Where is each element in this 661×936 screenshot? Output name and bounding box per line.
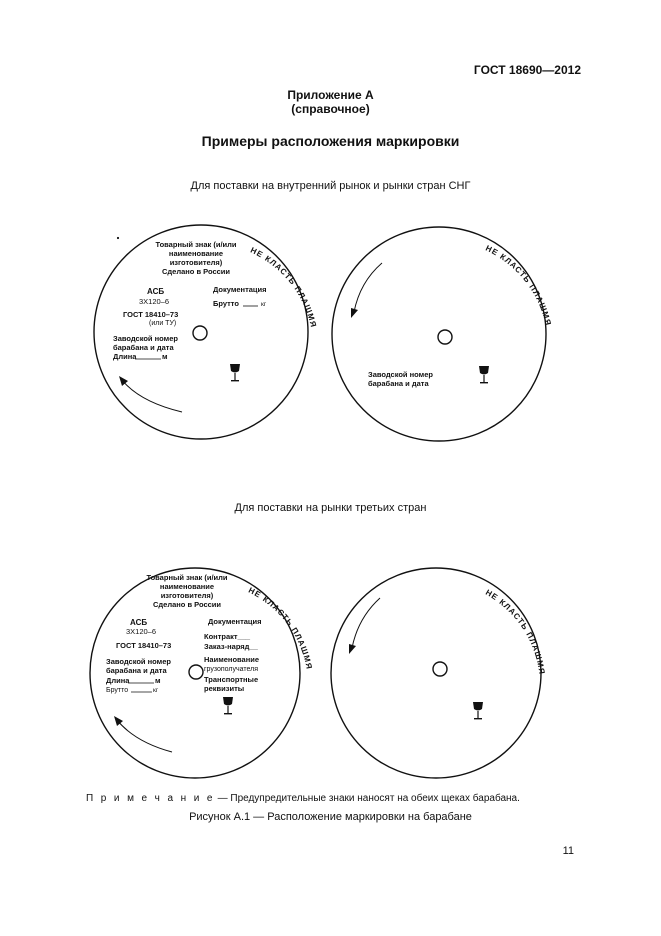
- serial-line: Заводской номер: [368, 370, 433, 379]
- trademark-line: изготовителя): [169, 258, 223, 267]
- fragile-glass-icon: [230, 364, 240, 381]
- rotation-arrow-icon: [117, 720, 172, 752]
- trademark-line: наименование: [159, 582, 215, 591]
- rotation-arrow-icon: [122, 380, 182, 412]
- serial-line: Заводской номер: [106, 657, 171, 666]
- page-number: 11: [562, 845, 574, 857]
- serial-line: барабана и дата: [368, 379, 429, 388]
- note: [86, 793, 520, 804]
- drum-domestic-back: [332, 227, 553, 441]
- svg-text:НЕ КЛАСТЬ ПЛАШМЯ: [484, 588, 546, 676]
- trademark-line: наименование: [168, 249, 224, 258]
- domestic-section-caption: Для поставки на внутренний рынок и рынки стран СНГ: [190, 180, 471, 192]
- warning-text: НЕ КЛАСТЬ ПЛАШМЯ: [483, 587, 547, 676]
- drum-axle-hole: [189, 665, 203, 679]
- cable-brand: АСБ: [147, 287, 165, 296]
- annex-subtitle: (справочное): [291, 102, 370, 116]
- documentation-label: Документация: [213, 285, 267, 294]
- note-text: — Предупредительные знаки наносят на обеих щеках барабана.: [214, 793, 520, 804]
- length-label: Длина: [106, 676, 130, 685]
- figure-heading: Примеры расположения маркировки: [201, 133, 460, 149]
- length-unit: м: [155, 676, 161, 685]
- gost-reference: ГОСТ 18410–73: [123, 310, 179, 319]
- drum-axle-hole: [438, 330, 452, 344]
- export-section-caption: Для поставки на рынки третьих стран: [234, 502, 427, 514]
- fragile-glass-icon: [479, 366, 489, 383]
- gross-unit: кг: [153, 687, 159, 694]
- gross-label: Брутто: [213, 299, 239, 308]
- drum-export-front: [90, 568, 314, 778]
- serial-line: барабана и дата: [106, 666, 167, 675]
- cable-size: 3Х120–6: [126, 627, 157, 636]
- consignee-label: грузополучателя: [204, 666, 259, 673]
- drum-axle-hole: [193, 326, 207, 340]
- annex-title: Приложение А: [287, 88, 374, 102]
- trademark-line: Сделано в России: [152, 600, 222, 609]
- drum-outline: [331, 568, 541, 778]
- serial-line: барабана и дата: [113, 343, 174, 352]
- gross-label: Брутто: [106, 687, 129, 694]
- cable-size: 3Х120–6: [139, 297, 170, 306]
- standard-number: ГОСТ 18690—2012: [473, 63, 581, 77]
- warning-text: НЕ КЛАСТЬ ПЛАШМЯ: [247, 585, 314, 671]
- warning-text: НЕ КЛАСТЬ ПЛАШМЯ: [249, 245, 319, 329]
- or-tu-label: (или ТУ): [149, 320, 177, 327]
- gross-unit: кг: [261, 301, 267, 308]
- gost-reference: ГОСТ 18410–73: [116, 641, 172, 650]
- serial-line: Заводской номер: [113, 334, 178, 343]
- transport-line: реквизиты: [204, 684, 245, 693]
- transport-line: Транспортные: [204, 675, 259, 684]
- trademark-line: Товарный знак (и/или: [155, 240, 237, 249]
- trademark-line: Товарный знак (и/или: [146, 573, 228, 582]
- trademark-line: изготовителя): [160, 591, 214, 600]
- drum-domestic-front: [94, 225, 318, 439]
- length-unit: м: [162, 352, 168, 361]
- documentation-label: Документация: [208, 617, 262, 626]
- drum-axle-hole: [433, 662, 447, 676]
- drum-export-back: [331, 568, 546, 778]
- trademark-line: Сделано в России: [161, 267, 231, 276]
- fragile-glass-icon: [223, 697, 233, 714]
- fragile-glass-icon: [473, 702, 483, 719]
- cable-brand: АСБ: [130, 618, 148, 627]
- warning-text: НЕ КЛАСТЬ ПЛАШМЯ: [484, 243, 553, 327]
- order-label: Заказ-наряд__: [204, 642, 258, 651]
- rotation-arrow-icon: [354, 263, 382, 312]
- svg-text:НЕ КЛАСТЬ ПЛАШМЯ: [484, 244, 553, 327]
- consignee-name-label: Наименование: [204, 655, 260, 664]
- note-label: П р и м е ч а н и е: [86, 793, 215, 804]
- contract-label: Контракт___: [204, 632, 251, 641]
- figure-caption: Рисунок А.1 — Расположение маркировки на барабане: [189, 811, 472, 823]
- length-label: Длина: [113, 352, 137, 361]
